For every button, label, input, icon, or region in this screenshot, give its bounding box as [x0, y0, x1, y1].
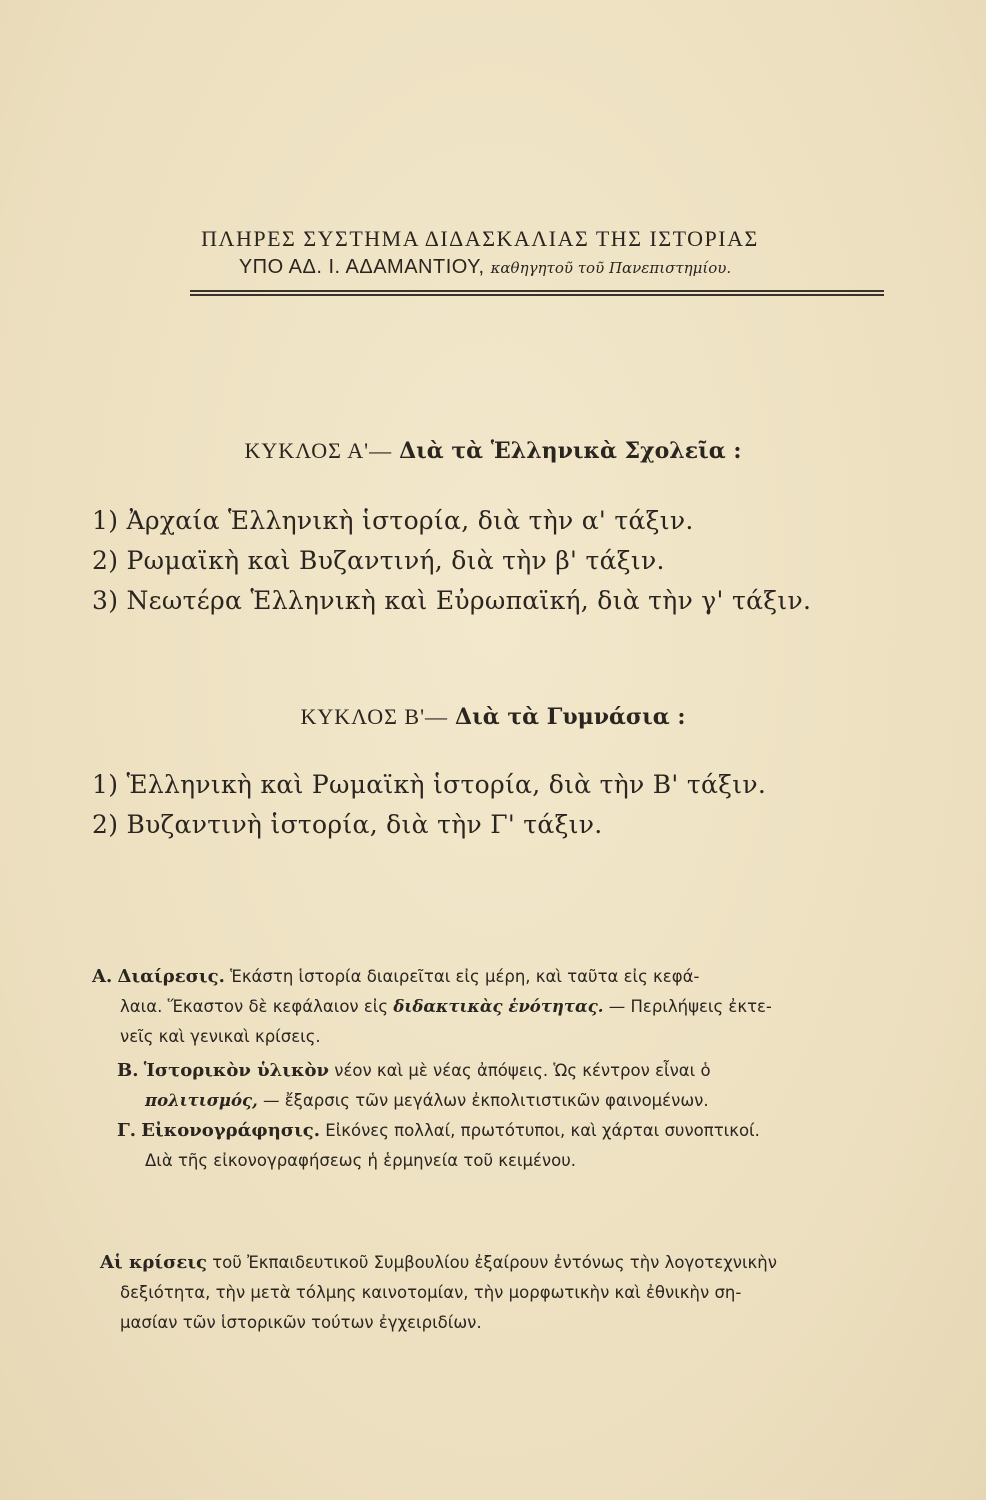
- cycle-b-label: ΚΥΚΛΟΣ Β'—: [300, 704, 449, 729]
- feature-a-title: Διαίρεσις.: [117, 966, 225, 987]
- feature-c-text: Διὰ τῆς εἰκονογραφήσεως ἡ ἑρμηνεία τοῦ κειμένου.: [145, 1151, 576, 1170]
- cycle-a-item: 3) Νεωτέρα Ἑλληνικὴ καὶ Εὐρωπαϊκή, διὰ τὴν γ' τάξιν.: [92, 586, 812, 615]
- author-line: [190, 256, 780, 279]
- cycle-b-item: 2) Βυζαντινὴ ἱστορία, διὰ τὴν Γ' τάξιν.: [92, 810, 603, 839]
- feature-b: [117, 1056, 917, 1116]
- reviews-text: τοῦ Ἐκπαιδευτικοῦ Συμβουλίου ἐξαίρουν ἐντόνως τὴν λογοτεχνικὴν: [212, 1253, 777, 1272]
- feature-a-text: Ἑκάστη ἱστορία διαιρεῖται εἰς μέρη, καὶ ταῦτα εἰς κεφά-: [230, 967, 700, 986]
- feature-a: [92, 962, 892, 1052]
- feature-a-text: λαια. Ἕκαστον δὲ κεφάλαιον εἰς: [120, 997, 389, 1016]
- reviews-text: μασίαν τῶν ἱστορικῶν τούτων ἐγχειριδίων.: [120, 1313, 482, 1332]
- feature-a-text: νεῖς καὶ γενικαὶ κρίσεις.: [120, 1027, 321, 1046]
- author-role: καθηγητοῦ τοῦ Πανεπιστημίου.: [490, 259, 732, 277]
- feature-b-mark: Β.: [117, 1060, 139, 1081]
- cycle-a-item: 2) Ρωμαϊκὴ καὶ Βυζαντινή, διὰ τὴν β' τάξιν.: [92, 546, 665, 575]
- feature-c-mark: Γ.: [117, 1120, 137, 1141]
- cycle-b-subtitle: Διὰ τὰ Γυμνάσια :: [455, 704, 686, 730]
- cycle-a-subtitle: Διὰ τὰ Ἑλληνικὰ Σχολεῖα :: [399, 438, 742, 464]
- feature-a-text: — Περιλήψεις ἐκτε-: [608, 997, 772, 1016]
- feature-c: [117, 1116, 917, 1176]
- page-title: ΠΛΗΡΕΣ ΣΥΣΤΗΜΑ ΔΙΔΑΣΚΑΛΙΑΣ ΤΗΣ ΙΣΤΟΡΙΑΣ: [201, 226, 759, 251]
- reviews-text: δεξιότητα, τὴν μετὰ τόλμης καινοτομίαν, τὴν μορφωτικὴν καὶ ἐθνικὴν ση-: [120, 1283, 742, 1302]
- header-rule-bottom: [190, 294, 884, 296]
- feature-b-text: νέον καὶ μὲ νέας ἀπόψεις. Ὡς κέντρον εἶναι ὁ: [334, 1061, 711, 1080]
- cycle-a-label: ΚΥΚΛΟΣ Α'—: [244, 438, 393, 463]
- cycle-a-heading: [100, 438, 886, 464]
- feature-c-title: Εἰκονογράφησις.: [141, 1120, 321, 1141]
- cycle-b-heading: [100, 704, 886, 730]
- feature-b-text: — ἔξαρσις τῶν μεγάλων ἐκπολιτιστικῶν φαινομένων.: [263, 1091, 709, 1110]
- feature-b-emphasis: πολιτισμός,: [145, 1091, 258, 1110]
- header-rule-top: [190, 290, 884, 292]
- feature-b-title: Ἱστορικὸν ὑλικὸν: [143, 1060, 329, 1081]
- feature-c-text: Εἰκόνες πολλαί, πρωτότυποι, καὶ χάρται συνοπτικοί.: [325, 1121, 760, 1140]
- feature-a-emphasis: διδακτικὰς ἑνότητας.: [393, 997, 604, 1016]
- reviews-title: Αἱ κρίσεις: [100, 1252, 207, 1273]
- feature-a-mark: Α.: [92, 966, 113, 987]
- cycle-b-item: 1) Ἑλληνικὴ καὶ Ρωμαϊκὴ ἱστορία, διὰ τὴν Β' τάξιν.: [92, 770, 767, 799]
- author-prefix: ΥΠΟ ΑΔ. Ι. ΑΔΑΜΑΝΤΙΟΥ,: [238, 256, 485, 278]
- cycle-a-item: 1) Ἀρχαία Ἑλληνικὴ ἱστορία, διὰ τὴν α' τάξιν.: [92, 506, 694, 535]
- reviews-paragraph: [100, 1248, 920, 1338]
